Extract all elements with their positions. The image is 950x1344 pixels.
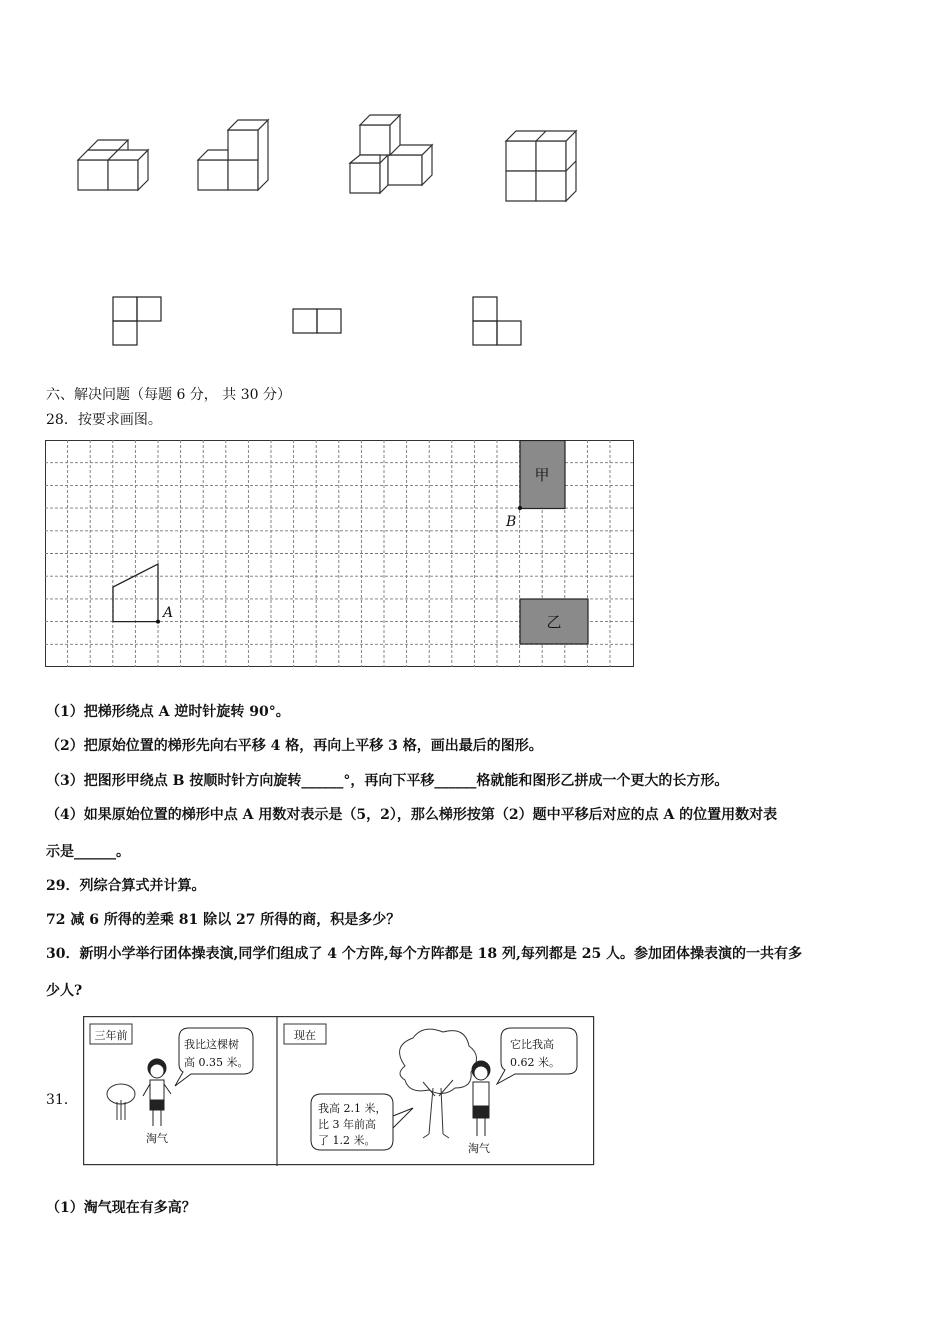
right-bottom-bubble-line1: 我高 2.1 米， [318, 1102, 387, 1115]
left-panel-tag: 三年前 [94, 1029, 128, 1042]
cube-figure-1 [78, 140, 148, 190]
right-panel-tag: 现在 [294, 1029, 316, 1042]
q31-comic [83, 1016, 595, 1166]
cube-figure-4 [506, 131, 576, 201]
point-b-dot [518, 506, 522, 510]
q29-title: 29．列综合算式并计算。 [46, 878, 206, 894]
q30-line1: 30．新明小学举行团体操表演,同学们组成了 4 个方阵,每个方阵都是 18 列,每列都是 25 人。参加团体操表演的一共有多 [46, 946, 803, 962]
q28-title: 28．按要求画图。 [46, 412, 162, 428]
view-shapes [105, 290, 535, 350]
q28-grid [45, 440, 635, 668]
point-b-label: B [506, 514, 517, 530]
view-shape-2 [293, 309, 341, 333]
right-kid-name: 淘气 [468, 1142, 490, 1155]
q30-line2: 少人? [46, 983, 83, 999]
cube-figure-2 [198, 120, 268, 190]
q28-sub2: （2）把原始位置的梯形先向右平移 4 格，再向上平移 3 格，画出最后的图形。 [46, 738, 543, 754]
q31-sub1: （1）淘气现在有多高？ [46, 1200, 196, 1216]
q28-sub4-line2: 示是______。 [46, 844, 130, 860]
q28-sub1: （1）把梯形绕点 A 逆时针旋转 90°。 [46, 704, 290, 720]
cube-figures [60, 105, 600, 215]
q29-text: 72 减 6 所得的差乘 81 除以 27 所得的商，积是多少？ [46, 912, 401, 928]
q28-sub4-line1: （4）如果原始位置的梯形中点 A 用数对表示是（5，2），那么梯形按第（2）题中平移后对应的点 A 的位置用数对表 [46, 807, 778, 823]
section-six-title: 六、解决问题（每题 6 分， 共 30 分） [46, 387, 291, 403]
shape-jia-label: 甲 [534, 466, 550, 484]
shape-yi-label: 乙 [546, 613, 562, 631]
right-top-bubble-line2: 0.62 米。 [510, 1056, 560, 1069]
view-shape-1 [113, 297, 161, 345]
right-bottom-bubble-line2: 比 3 年前高 [318, 1118, 376, 1131]
view-shape-3 [473, 297, 521, 345]
q31-number: 31． [46, 1092, 78, 1108]
q28-sub3: （3）把图形甲绕点 B 按顺时针方向旋转______°，再向下平移______格就能和图形乙拼成一个更大的长方形。 [46, 773, 729, 789]
point-a-label: A [163, 605, 174, 621]
right-bottom-bubble-line3: 了 1.2 米。 [318, 1134, 376, 1147]
point-a-dot [156, 620, 160, 624]
left-bubble-line2: 高 0.35 米。 [184, 1056, 249, 1069]
left-bubble-line1: 我比这棵树 [184, 1038, 239, 1051]
right-top-bubble-line1: 它比我高 [510, 1038, 554, 1051]
cube-figure-3 [350, 115, 432, 193]
left-kid-name: 淘气 [146, 1132, 168, 1145]
